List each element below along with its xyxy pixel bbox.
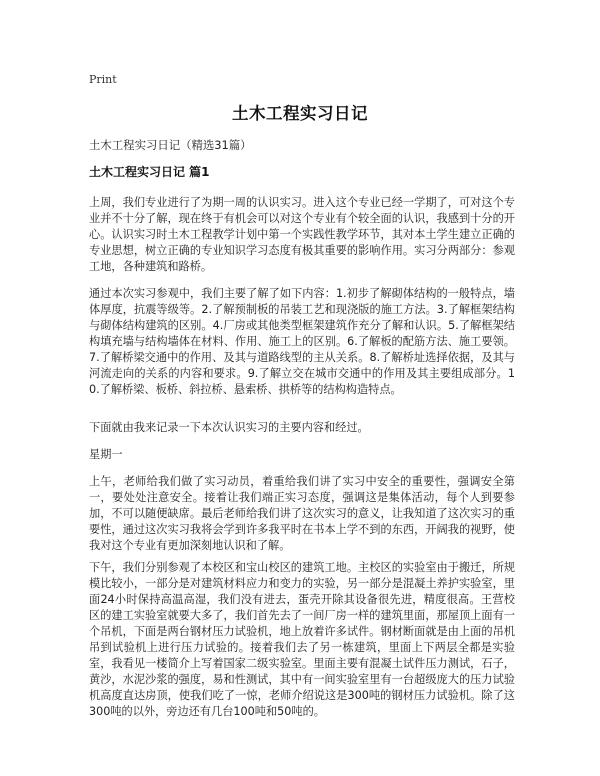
paragraph-intro: 上周，我们专业进行了为期一周的认识实习。进入这个专业已经一学期了，可对这个专业并不十分了解，现在终于有机会可以对这个专业有个较全面的认识，我感到十分的开心。认识实习时土木工程教学计划中第一个实践性教学环节，其对本土学生建立正确的专业思想，树立正确的专业知识学习态度有极其重要的影响作用。实习分两部分：参观工地，各种建筑和路桥。 xyxy=(89,196,515,274)
paragraph-monday-morning: 上午，老师给我们做了实习动员，着重给我们讲了实习中安全的重要性，强调安全第一，要处处注意安全。接着让我们端正实习态度，强调这是集体活动，每个人到要参加，不可以随便缺席。最后老师给我们讲了这次实习的意义，让我知道了这次实习的重要性，通过这次实习我将会学到许多我平时在书本上学不到的东西，开阔我的视野，使我对这个专业有更加深刻地认识和了解。 xyxy=(89,475,515,553)
print-link[interactable]: Print xyxy=(89,73,117,86)
paragraph-content-list: 通过本次实习参观中，我们主要了解了如下内容：1.初步了解砌体结构的一般特点，墙体厚度，抗震等级等。2.了解预制板的吊装工艺和现浇版的施工方法。3.了解框架结构与砌体结构建筑的区别。4.厂房或其他类型框架建筑作充分了解和认识。5.了解框架结构填充墙与结构墙体在材料、作用、施工上的区别。6.了解板的配筋方法、施工要领。7.了解桥梁交通中的作用、及其与道路线型的主从关系。8.了解桥址选择依据，及其与河流走向的关系的内容和要求。9.了解立交在城市交通中的作用及其主要组成部分。10.了解桥梁、板桥、斜拉桥、悬索桥、拱桥等的结构构造特点。 xyxy=(89,287,515,397)
document-subtitle: 土木工程实习日记（精选31篇） xyxy=(89,138,252,152)
section-heading: 土木工程实习日记 篇1 xyxy=(89,165,210,179)
paragraph-monday-afternoon: 下午，我们分别参观了本校区和宝山校区的建筑工地。主校区的实验室由于搬迁，所规模比较小，一部分是对建筑材料应力和变力的实验，另一部分是混凝土养护实验室，里面24小时保持高温高湿，我们没有进去，蛋壳开除其设备很先进，精度很高。王营校区的建工实验室就要大多了，我们首先去了一间厂房一样的建筑里面，那屋顶上面有一个吊机，下面是两台钢材压力试验机，地上放着许多试件。钢材断面就是由上面的吊机吊到试验机上进行压力试验的。接着我们去了另一栋建筑，里面上下两层全都是实验室，我看见一楼简介上写着国家二级实验室。里面主要有混凝土试件压力测试，石子，黄沙，水泥沙浆的强度，易和性测试，其中有一间实验室里有一台超级庞大的压力试验机高度直达房顶，使我们吃了一惊，老师介绍说这是300吨的钢材压力试验机。除了这300吨的以外，旁边还有几台100吨和50吨的。 xyxy=(89,561,515,719)
paragraph-transition: 下面就由我来记录一下本次认识实习的主要内容和经过。 xyxy=(89,421,369,435)
weekday-label: 星期一 xyxy=(89,448,123,462)
page-title: 土木工程实习日记 xyxy=(232,104,368,123)
